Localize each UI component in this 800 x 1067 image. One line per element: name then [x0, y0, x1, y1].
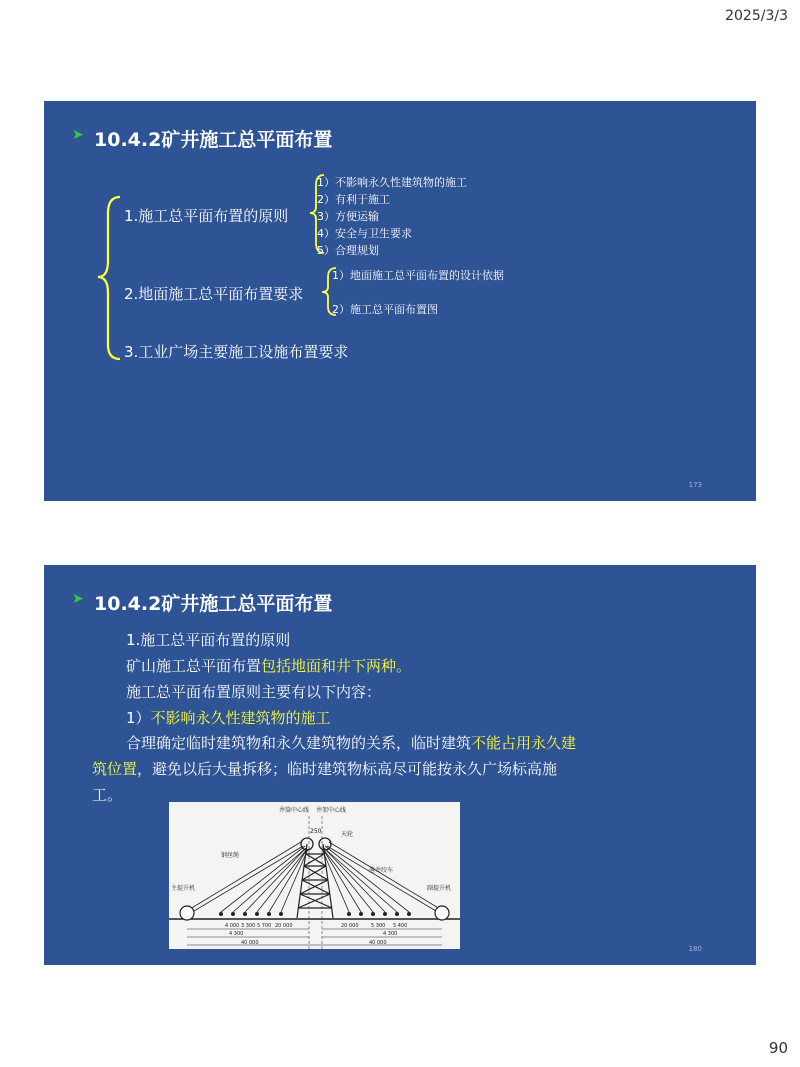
- dim-4300-left: 4 300: [229, 931, 244, 937]
- dim-40000-left: 40 000: [241, 940, 259, 946]
- principle-1-line: [126, 707, 331, 728]
- para-text-a: 合理确定临时建筑物和永久建筑物的关系，临时建筑: [126, 734, 472, 752]
- main-hoist-drum: [180, 906, 194, 920]
- principle-sub-5: 5）合理规划: [317, 244, 379, 257]
- sinking-winch-label: 凿井绞车: [369, 867, 394, 874]
- layout-types-highlight: 包括地面和井下两种。: [261, 657, 412, 675]
- principle-1-paragraph: [92, 730, 582, 808]
- principle-sub-4: 4）安全与卫生要求: [317, 227, 412, 240]
- surface-sub-2: 2）施工总平面布置图: [332, 303, 438, 316]
- slide-title-text: 10.4.2矿井施工总平面布置: [94, 129, 333, 151]
- dim-40000-right: 40 000: [369, 940, 387, 946]
- principle-1-highlight: 不影响永久性建筑物的施工: [150, 709, 331, 727]
- arrow-bullet-icon: ➤: [72, 127, 84, 143]
- dim-left-4: 20 000: [275, 923, 293, 929]
- slide-number: 173: [688, 481, 702, 489]
- principle-sub-2: 2）有利于施工: [317, 193, 390, 206]
- slide-number: 180: [688, 945, 702, 953]
- main-hoist-label: 主提升机: [171, 885, 196, 892]
- principle-heading: 1.施工总平面布置的原则: [126, 631, 291, 649]
- principles-intro: 施工总平面布置原则主要有以下内容：: [126, 683, 382, 701]
- dimension-lines: [187, 929, 442, 945]
- dim-right-1: 20 000: [341, 923, 359, 929]
- frame-center-label: 井架中心线: [316, 807, 347, 814]
- slide-173: [44, 101, 756, 501]
- dim-4300-right: 4 300: [383, 931, 398, 937]
- arrow-bullet-icon: ➤: [72, 591, 84, 607]
- principle-sub-1: 1）不影响永久性建筑物的施工: [317, 176, 467, 189]
- page-number: 90: [768, 1039, 788, 1057]
- layout-types-text: 矿山施工总平面布置: [126, 657, 262, 675]
- shaft-center-label: 井筒中心线: [279, 807, 310, 814]
- gap-label: 250: [310, 828, 322, 835]
- dim-left-3: 5 700: [257, 923, 272, 929]
- slide-180: [44, 565, 756, 965]
- layout-types-line: [126, 655, 411, 676]
- aux-hoist-label: 副提升机: [427, 885, 452, 892]
- dim-right-3: 5 400: [393, 923, 408, 929]
- outer-brace: [98, 197, 120, 359]
- slide-title: [72, 589, 333, 616]
- page-date: 2025/3/3: [725, 8, 788, 24]
- sheave-label: 天轮: [341, 831, 354, 838]
- para-highlight: 不能占用永久建筑位置: [92, 734, 577, 778]
- surface-requirement-item: 2.地面施工总平面布置要求: [124, 285, 304, 303]
- principle-item: 1.施工总平面布置的原则: [124, 207, 289, 225]
- winch-markers: [219, 912, 411, 916]
- surface-sub-1: 1）地面施工总平面布置的设计依据: [332, 269, 504, 282]
- principle-1-number: 1）: [126, 709, 151, 727]
- dim-right-2: 5 300: [371, 923, 386, 929]
- slide-title-text: 10.4.2矿井施工总平面布置: [94, 593, 333, 615]
- principle-sub-3: 3）方便运输: [317, 210, 379, 223]
- wire-rope-label: 钢丝绳: [221, 852, 240, 859]
- headframe-diagram: [169, 802, 460, 949]
- facility-requirement-item: 3.工业广场主要施工设施布置要求: [124, 343, 349, 361]
- aux-hoist-drum: [435, 906, 449, 920]
- sheave-wheel-right: [319, 838, 331, 850]
- para-text-c: ，避免以后大量拆移；临时建筑物标高尽可能按永久广场标高施工。: [92, 760, 558, 804]
- dim-left-1: 4 000: [225, 923, 240, 929]
- dim-left-2: 3 300: [241, 923, 256, 929]
